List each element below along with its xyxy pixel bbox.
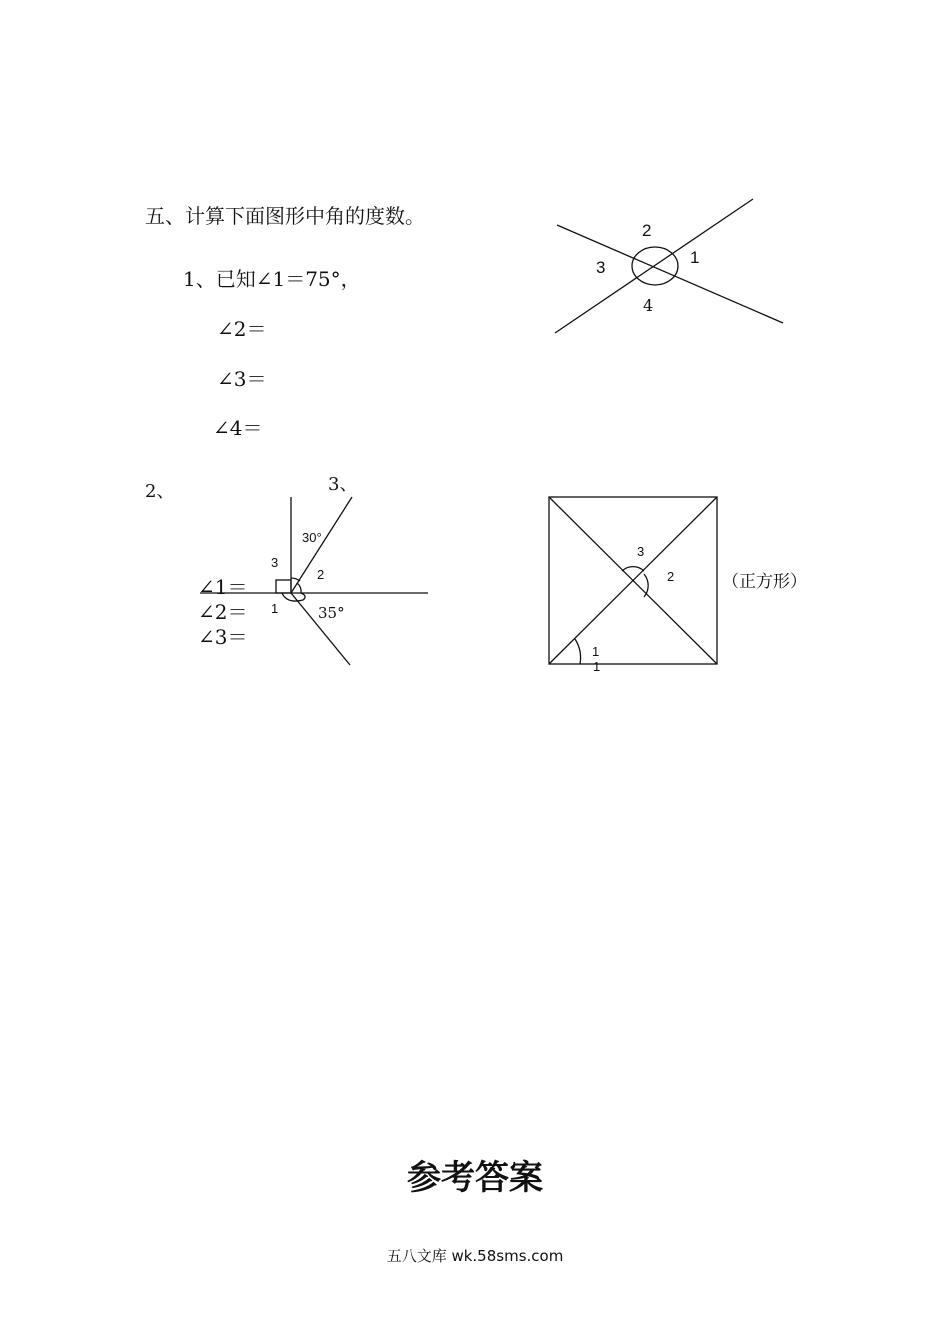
question-1-angle-4: ∠4＝ — [213, 416, 263, 440]
fig2-label-2: 2 — [317, 567, 325, 582]
question-2-angle-3: ∠3＝ — [198, 625, 248, 649]
fig1-label-4: 4 — [643, 296, 654, 315]
fig2-arc-2 — [297, 583, 301, 593]
fig1-label-3: 3 — [596, 258, 606, 277]
fig1-line-b — [555, 199, 753, 333]
figure-2 — [200, 497, 428, 665]
fig2-right-angle-mark — [276, 580, 291, 593]
fig3-arc-1 — [575, 639, 581, 664]
fig2-arc-30 — [291, 578, 300, 581]
question-1-angle-3: ∠3＝ — [217, 367, 267, 391]
fig3-arc-3 — [622, 567, 644, 571]
fig2-label-3: 3 — [271, 555, 279, 570]
fig3-label-1: 1 — [592, 644, 600, 659]
fig2-label-35deg: 35° — [318, 604, 345, 622]
question-2-angle-2: ∠2＝ — [198, 600, 248, 624]
fig3-label-3: 3 — [637, 544, 645, 559]
square-note: （正方形） — [722, 572, 807, 592]
question-2-angle-1: ∠1＝ — [198, 575, 248, 599]
fig3-label-2: 2 — [667, 569, 675, 584]
fig3-label-1-duplicate: 1 — [593, 659, 601, 674]
footer-watermark: 五八文库 wk.58sms.com — [386, 1247, 564, 1265]
question-1-given: 1、已知∠1＝75°， — [183, 267, 361, 291]
fig2-label-30deg: 30° — [302, 530, 322, 545]
fig1-label-1: 1 — [690, 248, 700, 267]
question-2-label: 2、 — [145, 481, 175, 502]
fig1-label-2: 2 — [642, 221, 652, 240]
answer-title: 参考答案 — [407, 1158, 543, 1198]
question-1-angle-2: ∠2＝ — [217, 317, 267, 341]
figure-1 — [555, 199, 783, 333]
fig2-label-1: 1 — [271, 601, 279, 616]
question-3-label: 3、 — [328, 474, 358, 495]
fig3-arc-2 — [644, 574, 648, 597]
section-heading: 五、计算下面图形中角的度数。 — [145, 204, 425, 228]
figure-3 — [549, 497, 717, 664]
